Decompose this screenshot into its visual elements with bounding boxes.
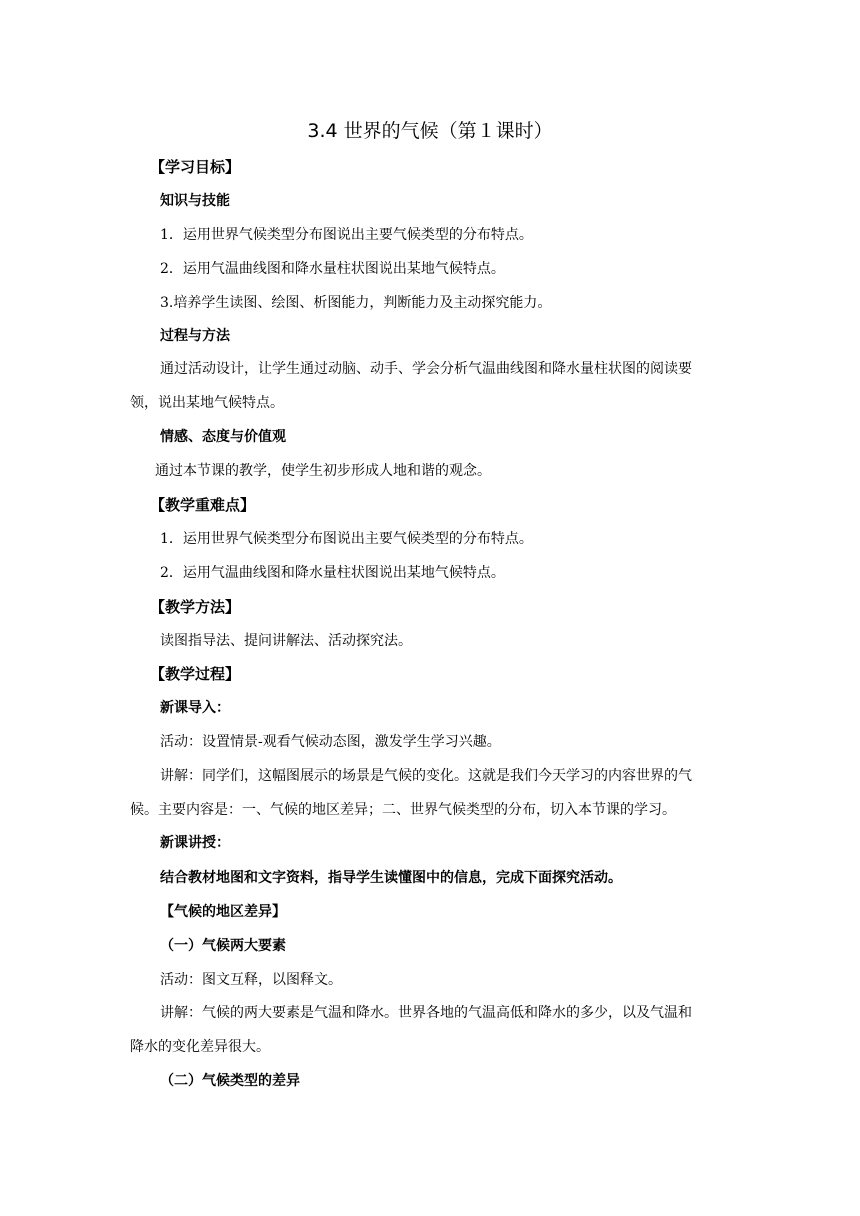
kp-item-2: 2．运用气温曲线图和降水量柱状图说出某地气候特点。 — [160, 565, 505, 581]
process-header: 【教学过程】 — [150, 665, 241, 683]
sub1-activity: 活动：图文互释，以图释文。 — [160, 972, 342, 988]
ks-item-1: 1．运用世界气候类型分布图说出主要气候类型的分布特点。 — [160, 227, 533, 243]
process-method-header: 过程与方法 — [160, 328, 230, 344]
sub1-explain-line-2: 降水的变化差异很大。 — [130, 1039, 270, 1055]
knowledge-skill-header: 知识与技能 — [160, 193, 230, 209]
sub1-explain-line-1: 讲解：气候的两大要素是气温和降水。世界各地的气温高低和降水的多少，以及气温和 — [160, 1005, 692, 1021]
sub1-header: （一）气候两大要素 — [160, 938, 286, 954]
ks-item-2: 2．运用气温曲线图和降水量柱状图说出某地气候特点。 — [160, 261, 505, 277]
intro-activity: 活动：设置情景-观看气候动态图，激发学生学习兴趣。 — [160, 734, 501, 750]
pm-line-1: 通过活动设计，让学生通过动脑、动手、学会分析气温曲线图和降水量柱状图的阅读要 — [160, 361, 692, 377]
key-points-header: 【教学重难点】 — [150, 496, 256, 514]
intro-explain-line-1: 讲解：同学们，这幅图展示的场景是气候的变化。这就是我们今天学习的内容世界的气 — [160, 768, 692, 784]
emotion-header: 情感、态度与价值观 — [160, 429, 286, 445]
method-text: 读图指导法、提问讲解法、活动探究法。 — [160, 633, 412, 649]
page-title: 3.4 世界的气候（第１课时） — [307, 120, 553, 142]
regional-diff-header: 【气候的地区差异】 — [160, 904, 286, 920]
intro-header: 新课导入： — [160, 700, 230, 716]
guide-text: 结合教材地图和文字资料，指导学生读懂图中的信息，完成下面探究活动。 — [160, 870, 622, 886]
pm-line-2: 领，说出某地气候特点。 — [130, 395, 284, 411]
ks-item-3: 3.培养学生读图、绘图、析图能力，判断能力及主动探究能力。 — [160, 295, 552, 311]
intro-explain-line-2: 候。主要内容是：一、气候的地区差异；二、世界气候类型的分布，切入本节课的学习。 — [130, 802, 676, 818]
sub2-header: （二）气候类型的差异 — [160, 1073, 300, 1089]
kp-item-1: 1．运用世界气候类型分布图说出主要气候类型的分布特点。 — [160, 531, 533, 547]
emotion-text: 通过本节课的教学，使学生初步形成人地和谐的观念。 — [155, 463, 491, 479]
method-header: 【教学方法】 — [150, 598, 241, 616]
objectives-header: 【学习目标】 — [150, 158, 241, 176]
new-lesson-header: 新课讲授： — [160, 835, 230, 851]
